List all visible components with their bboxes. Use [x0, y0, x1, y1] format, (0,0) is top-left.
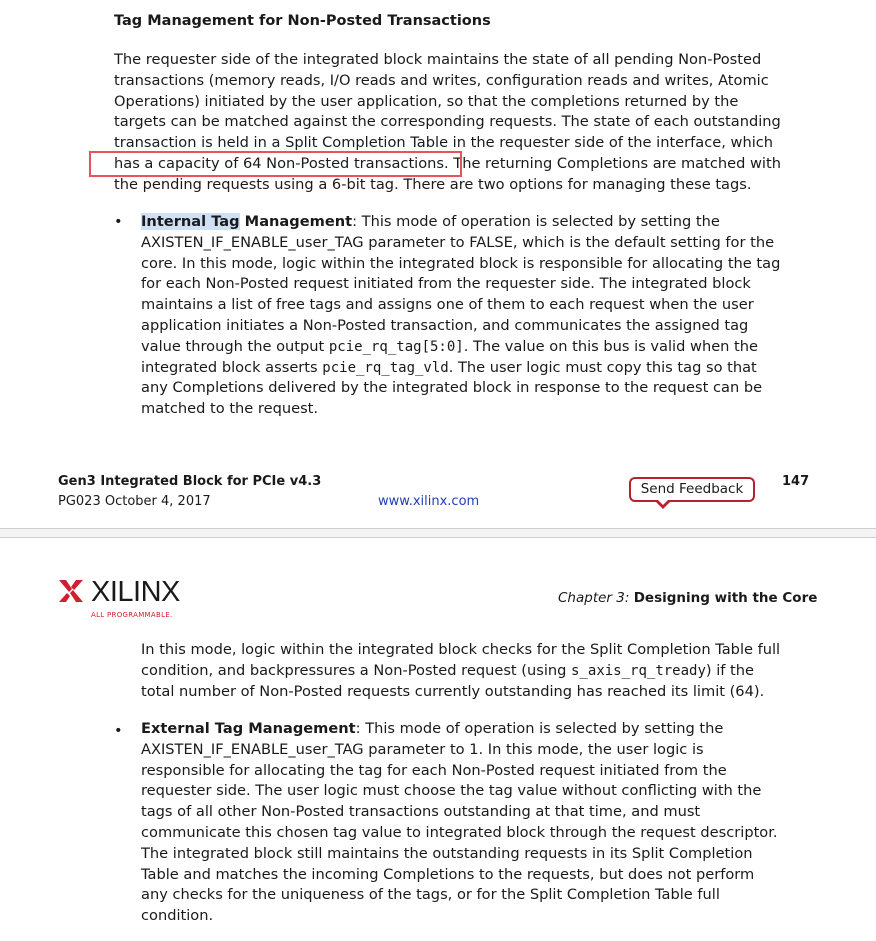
text-line: AXISTEN_IF_ENABLE_user_TAG parameter to 1. In this mode, the user logic is: [141, 740, 704, 758]
bullet-icon: •: [114, 722, 123, 739]
text-line: Table and matches the incoming Completions to the requests, but does not perform: [141, 865, 755, 883]
text-line: transactions (memory reads, I/O reads and writes, configuration reads and writes, Atomic: [114, 71, 769, 89]
highlighted-capacity-text: has a capacity of 64 Non-Posted transactions.: [114, 154, 449, 172]
text-line: core. In this mode, logic within the integrated block is responsible for allocating the tag: [141, 254, 781, 272]
text-line: transaction is held in a Split Completion Table in the requester side of the interface, which: [114, 134, 774, 152]
logo-tagline: ALL PROGRAMMABLE.: [91, 611, 173, 619]
text-line: tags of all other Non-Posted transactions outstanding at that time, and must: [141, 803, 701, 821]
text-line: Internal Tag Management: This mode of operation is selected by setting the: [141, 213, 720, 230]
continuation-paragraph: [141, 640, 821, 702]
text-line: total number of Non-Posted requests currently outstanding has reached its limit (64).: [141, 682, 765, 700]
send-feedback-button[interactable]: Send Feedback: [629, 477, 755, 502]
text-line: In this mode, logic within the integrated block checks for the Split Completion Table full: [141, 641, 781, 658]
logo-wordmark: XILINX: [91, 576, 180, 608]
red-annotation-box: [89, 151, 462, 177]
code-pcie-rq-tag-vld: pcie_rq_tag_vld: [322, 359, 449, 376]
text-line: any checks for the uniqueness of the tags, or for the Split Completion Table full: [141, 886, 720, 904]
text-line: application initiates a Non-Posted transaction, and communicates the assigned tag: [141, 316, 749, 334]
code-pcie-rq-tag: pcie_rq_tag[5:0]: [328, 338, 464, 355]
bullet-icon: •: [114, 213, 123, 230]
code-s-axis-rq-tready: s_axis_rq_tready: [571, 662, 706, 679]
chapter-header: Chapter 3: Designing with the Core: [558, 590, 818, 606]
external-tag-item: [141, 719, 821, 927]
text-line: the pending requests using a 6-bit tag. There are two options for managing these tags.: [114, 175, 752, 193]
text-line: any Completions delivered by the integrated block in response to the request can be: [141, 379, 763, 397]
text-line: condition, and backpressures a Non-Posted request (using s_axis_rq_tready) if the: [141, 661, 755, 679]
text-line: AXISTEN_IF_ENABLE_user_TAG parameter to FALSE, which is the default setting for the: [141, 233, 775, 251]
text-line: has a capacity of 64 Non-Posted transactions. The returning Completions are matched with: [114, 154, 781, 172]
text-line: responsible for allocating the tag for each Non-Posted request initiated from the: [141, 761, 727, 779]
selected-text[interactable]: Internal Tag: [141, 213, 240, 230]
section-heading: Tag Management for Non-Posted Transactions: [114, 13, 491, 29]
internal-tag-item: [141, 212, 821, 420]
xilinx-logo-icon: [58, 578, 84, 604]
text-line: External Tag Management: This mode of operation is selected by setting the: [141, 720, 724, 737]
text-line: The integrated block still maintains the outstanding requests in its Split Completion: [141, 844, 753, 862]
text-line: integrated block asserts pcie_rq_tag_vld. The user logic must copy this tag so that: [141, 358, 757, 376]
text-line: value through the output pcie_rq_tag[5:0]. The value on this bus is valid when the: [141, 337, 759, 355]
text-line: for each Non-Posted request initiated from the requester side. The integrated block: [141, 275, 751, 293]
text-line: condition.: [141, 907, 214, 925]
footer-url-link[interactable]: www.xilinx.com: [378, 494, 480, 509]
text-line: matched to the request.: [141, 400, 319, 418]
text-line: Operations) initiated by the user application, so that the completions returned by the: [114, 92, 739, 110]
footer-title: Gen3 Integrated Block for PCIe v4.3: [58, 474, 322, 489]
page-number: 147: [782, 474, 810, 489]
text-line: The requester side of the integrated block maintains the state of all pending Non-Posted: [114, 51, 762, 68]
text-line: targets can be matched against the corresponding requests. The state of each outstanding: [114, 113, 781, 131]
text-line: communicate this chosen tag value to integrated block through the request descriptor.: [141, 823, 778, 841]
footer-doc-id: PG023 October 4, 2017: [58, 494, 211, 509]
text-line: requester side. The user logic must choose the tag value without conflicting with the: [141, 782, 762, 800]
page-separator: [0, 528, 876, 538]
text-line: maintains a list of free tags and assigns one of them to each request when the user: [141, 296, 754, 314]
